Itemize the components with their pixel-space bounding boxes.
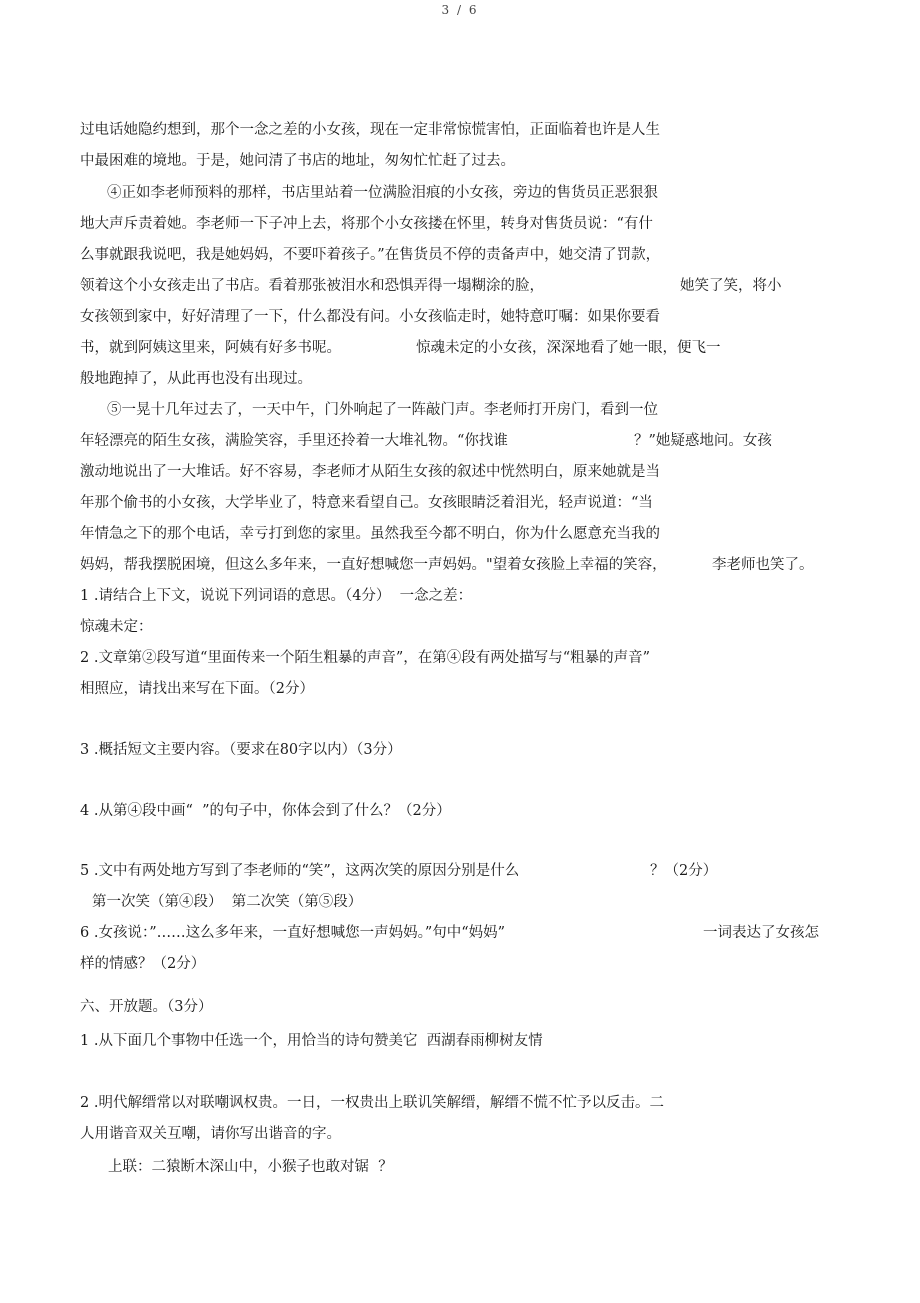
passage-line: ⑤一晃十几年过去了，一天中午，门外响起了一阵敲门声。李老师打开房门，看到一位 xyxy=(107,402,658,418)
passage-line: 中最困难的境地。于是，她问清了书店的地址，匆匆忙忙赶了过去。 xyxy=(80,153,515,169)
open-question-2: 人用谐音双关互嘲，请你写出谐音的字。 xyxy=(80,1126,341,1142)
section-heading: 六、开放题。（3分） xyxy=(80,999,213,1015)
passage-line: 妈妈，帮我摆脱困境，但这么多年来，一直好想喊您一声妈妈。"望着女孩脸上幸福的笑容， xyxy=(80,557,667,573)
open-question-2: 2 .明代解缙常以对联嘲讽权贵。一日，一权贵出上联讥笑解缙，解缙不慌不忙予以反击。二 xyxy=(80,1095,664,1111)
question-6: 一词表达了女孩怎 xyxy=(703,925,819,941)
question-5: 5 .文中有两处地方写到了李老师的“笑”，这两次笑的原因分别是什么 xyxy=(80,863,520,879)
passage-line: 女孩领到家中，好好清理了一下，什么都没有问。小女孩临走时，她特意叮嘱：如果你要看 xyxy=(80,309,660,325)
passage-line: 她笑了笑，将小 xyxy=(680,278,782,294)
question-2: 相照应，请找出来写在下面。（2分） xyxy=(80,681,314,697)
question-5: ？（2分） xyxy=(650,863,718,879)
passage-line: 李老师也笑了。 xyxy=(712,557,814,573)
passage-line: ④正如李老师预料的那样，书店里站着一位满脸泪痕的小女孩，旁边的售货员正恶狠狠 xyxy=(107,185,658,201)
question-5-sub: 第一次笑（第④段） 第二次笑（第⑤段） xyxy=(92,894,363,910)
passage-line: 年那个偷书的小女孩，大学毕业了，特意来看望自己。女孩眼睛泛着泪光，轻声说道：“当 xyxy=(80,495,653,511)
question-3: 3 .概括短文主要内容。（要求在80字以内）（3分） xyxy=(80,742,402,758)
passage-line: 惊魂未定的小女孩，深深地看了她一眼，便飞一 xyxy=(416,340,721,356)
passage-line: 激动地说出了一大堆话。好不容易，李老师才从陌生女孩的叙述中恍然明白，原来她就是当 xyxy=(80,464,660,480)
passage-line: 过电话她隐约想到，那个一念之差的小女孩，现在一定非常惊慌害怕，正面临着也许是人生 xyxy=(80,122,660,138)
question-1: 1 .请结合上下文，说说下列词语的意思。（4分） 一念之差： xyxy=(80,588,473,604)
question-1-term: 惊魂未定： xyxy=(80,619,153,635)
passage-line: 领着这个小女孩走出了书店。看着那张被泪水和恐惧弄得一塌糊涂的脸， xyxy=(80,278,544,294)
question-2: 2 .文章第②段写道“里面传来一个陌生粗暴的声音”，在第④段有两处描写与“粗暴的声音” xyxy=(80,650,651,666)
page-number: 3 / 6 xyxy=(441,3,479,17)
passage-line: 年轻漂亮的陌生女孩，满脸笑容，手里还拎着一大堆礼物。“你找谁 xyxy=(80,433,508,449)
passage-line: 般地跑掉了，从此再也没有出现过。 xyxy=(80,371,312,387)
couplet-line: 上联：二猿断木深山中，小猴子也敢对锯 ？ xyxy=(108,1159,393,1175)
question-4: 4 .从第④段中画“ ”的句子中，你体会到了什么？（2分） xyxy=(80,803,451,819)
passage-line: 地大声斥责着她。李老师一下子冲上去，将那个小女孩搂在怀里，转身对售货员说：“有什 xyxy=(80,216,653,232)
passage-line: 书，就到阿姨这里来，阿姨有好多书呢。 xyxy=(80,340,341,356)
open-question-1: 1 .从下面几个事物中任选一个，用恰当的诗句赞美它 西湖春雨柳树友情 xyxy=(80,1033,543,1049)
passage-line: ？”她疑惑地问。女孩 xyxy=(634,433,772,449)
question-6: 样的情感？（2分） xyxy=(80,956,206,972)
question-6: 6 .女孩说：”……这么多年来，一直好想喊您一声妈妈。”句中“妈妈” xyxy=(80,925,506,941)
passage-line: 年情急之下的那个电话，幸亏打到您的家里。虽然我至今都不明白，你为什么愿意充当我的 xyxy=(80,526,660,542)
passage-line: 么事就跟我说吧，我是她妈妈，不要吓着孩子。”在售货员不停的责备声中，她交清了罚款， xyxy=(80,247,661,263)
